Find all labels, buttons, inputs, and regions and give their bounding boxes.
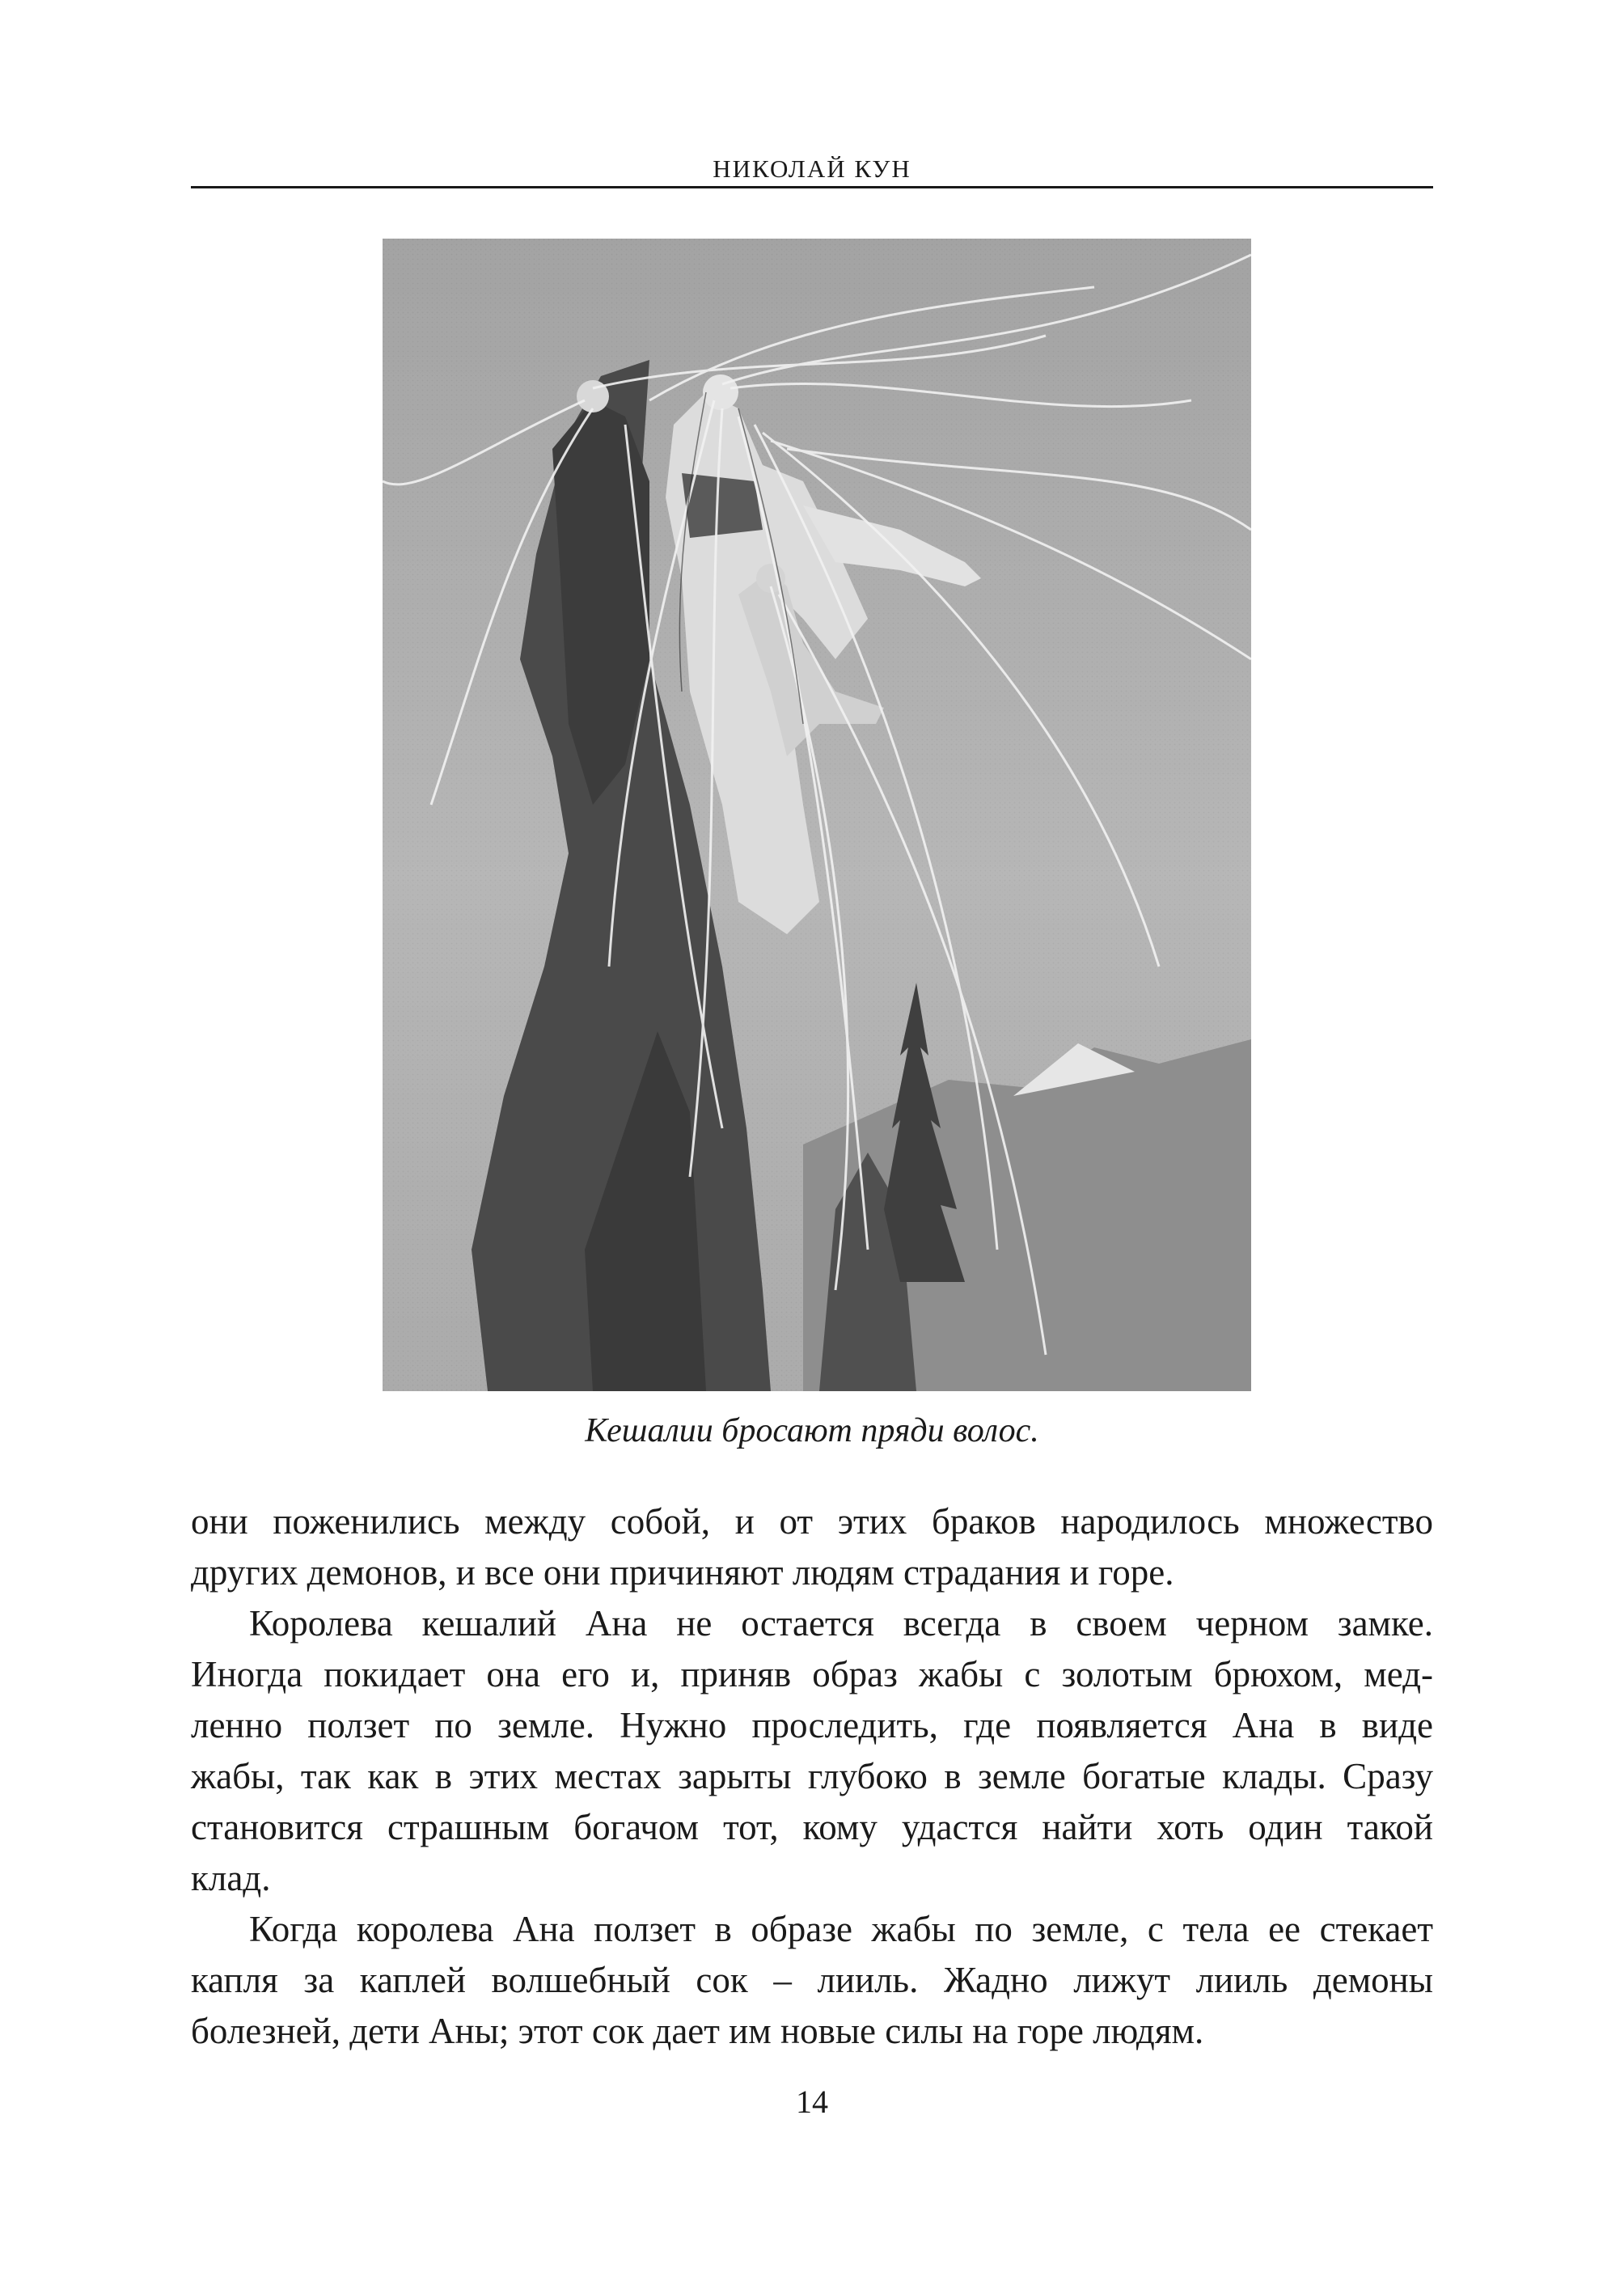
- text-line: ленно ползет по земле. Нужно проследить, где появляется Ана в виде: [191, 1705, 1433, 1745]
- running-head: НИКОЛАЙ КУН: [713, 154, 911, 183]
- text-line: жабы, так как в этих местах зарыты глубоко в земле богатые клады. Сразу: [191, 1756, 1433, 1796]
- text-line: они поженились между собой, и от этих браков народилось множество: [191, 1501, 1433, 1542]
- illustration: [383, 239, 1251, 1391]
- text-line: Иногда покидает она его и, приняв образ жабы с золотым брюхом, мед-: [191, 1654, 1433, 1694]
- body-text: [191, 1496, 1433, 2057]
- text-line: Когда королева Ана ползет в образе жабы по земле, с тела ее стекает: [249, 1909, 1433, 1949]
- text-line: Королева кешалий Ана не остается всегда в своем черном замке.: [249, 1603, 1433, 1644]
- header-rule: [191, 186, 1433, 188]
- page-number: 14: [796, 2084, 828, 2120]
- text-line: капля за каплей волшебный сок – лииль. Жадно лижут лииль демоны: [191, 1960, 1433, 2000]
- text-line: других демонов, и все они причиняют людям страдания и горе.: [191, 1552, 1174, 1593]
- text-line: клад.: [191, 1858, 271, 1898]
- text-line: становится страшным богачом тот, кому удастся найти хоть один такой: [191, 1807, 1433, 1847]
- figure-caption: Кешалии бросают пряди волос.: [585, 1412, 1039, 1449]
- text-line: болезней, дети Аны; этот сок дает им новые силы на горе людям.: [191, 2011, 1204, 2051]
